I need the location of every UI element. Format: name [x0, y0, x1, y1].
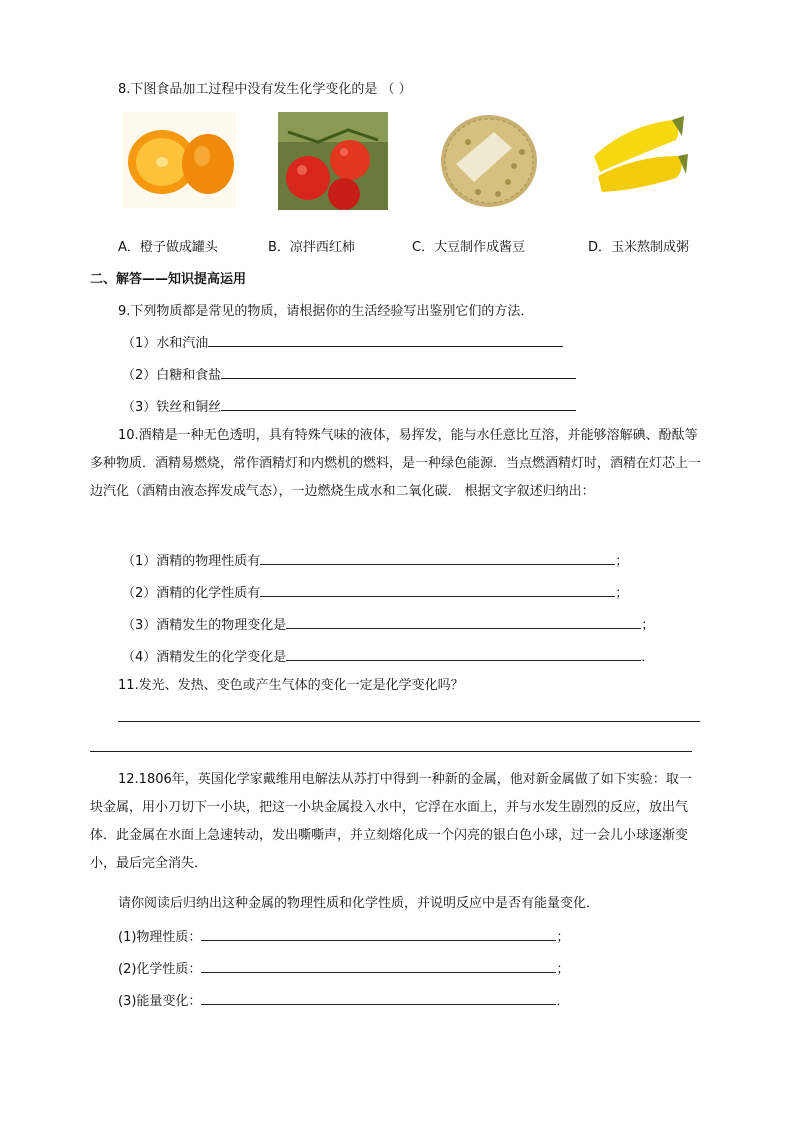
answer-blank[interactable]: [260, 582, 615, 597]
tomato-image: [278, 112, 388, 210]
q12-item-2: [118, 958, 569, 980]
q10-item-3: [122, 614, 654, 636]
q10-item-1: [122, 550, 628, 572]
option-a: A．橙子做成罐头: [118, 240, 218, 255]
answer-blank[interactable]: [201, 990, 556, 1005]
q12-item-1: [118, 926, 569, 948]
q10-item-2-label: （2）酒精的化学性质有: [122, 586, 261, 601]
q12-item-1-label: (1)物理性质：: [118, 930, 202, 945]
q9-item-1: [122, 332, 563, 354]
q10-stem: 10.酒精是一种无色透明，具有特殊气味的液体，易挥发，能与水任意比互溶，并能够溶解碘、酚酞等多种物质．酒精易燃烧，常作酒精灯和内燃机的燃料，是一种绿色能源．当点燃酒精灯时，酒精在灯芯上一边汽化（酒精由液态挥发成气态），一边燃烧生成水和二氧化碳． 根据文字叙述归纳出：: [90, 428, 702, 499]
q9-item-3-label: （3）铁丝和铜丝: [122, 400, 222, 415]
q10-item-4: [122, 646, 654, 668]
q10-item-4-end: ．: [641, 650, 655, 665]
orange-image: [122, 112, 236, 208]
q9-item-1-label: （1）水和汽油: [122, 336, 209, 351]
corn-image: [586, 116, 688, 208]
option-c: C．大豆制作成酱豆: [412, 240, 526, 255]
q10-item-3-label: （3）酒精发生的物理变化是: [122, 618, 287, 633]
answer-blank[interactable]: [201, 958, 556, 973]
q9-item-2: [122, 364, 576, 386]
option-d: D．玉米熬制成粥: [588, 240, 690, 255]
q12-item-2-label: (2)化学性质：: [118, 962, 202, 977]
q12-item-1-end: ；: [556, 930, 570, 945]
answer-blank[interactable]: [221, 396, 576, 411]
section-title: 二、解答——知识提高运用: [90, 272, 247, 287]
answer-line[interactable]: [118, 721, 700, 722]
q8-stem: 8.下图食品加工过程中没有发生化学变化的是 （ ）: [118, 82, 412, 97]
option-b: B．凉拌西红柿: [268, 240, 355, 255]
answer-blank[interactable]: [286, 646, 641, 661]
q11-stem: 11.发光、发热、变色或产生气体的变化一定是化学变化吗？: [118, 678, 464, 693]
soybean-image: [438, 112, 540, 210]
q12-item-3-end: ．: [556, 994, 570, 1009]
answer-blank[interactable]: [201, 926, 556, 941]
answer-blank[interactable]: [286, 614, 641, 629]
q12-prompt: 请你阅读后归纳出这种金属的物理性质和化学性质，并说明反应中是否有能量变化．: [118, 896, 600, 911]
answer-blank[interactable]: [208, 332, 563, 347]
q10-item-3-end: ；: [641, 618, 655, 633]
q10-item-1-end: ；: [615, 554, 629, 569]
q12-item-3-label: (3)能量变化：: [118, 994, 202, 1009]
q10-item-2-end: ；: [615, 586, 629, 601]
answer-line[interactable]: [90, 751, 692, 752]
q10-item-2: [122, 582, 628, 604]
q9-item-2-label: （2）白糖和食盐: [122, 368, 222, 383]
q12-item-2-end: ；: [556, 962, 570, 977]
q12-item-3: [118, 990, 569, 1012]
q10-item-4-label: （4）酒精发生的化学变化是: [122, 650, 287, 665]
q9-item-3: [122, 396, 576, 418]
answer-blank[interactable]: [221, 364, 576, 379]
q9-stem: 9.下列物质都是常见的物质，请根据你的生活经验写出鉴别它们的方法．: [118, 304, 534, 319]
answer-blank[interactable]: [260, 550, 615, 565]
q12-stem: 12.1806年，英国化学家戴维用电解法从苏打中得到一种新的金属，他对新金属做了如下实验：取一块金属，用小刀切下一小块，把这一小块金属投入水中，它浮在水面上，并与水发生剧烈的反应，放出气体．此金属在水面上急速转动，发出嘶嘶声，并立刻熔化成一个闪亮的银白色小球，过一会儿小球逐渐变小，最后完全消失．: [90, 772, 692, 871]
q10-item-1-label: （1）酒精的物理性质有: [122, 554, 261, 569]
